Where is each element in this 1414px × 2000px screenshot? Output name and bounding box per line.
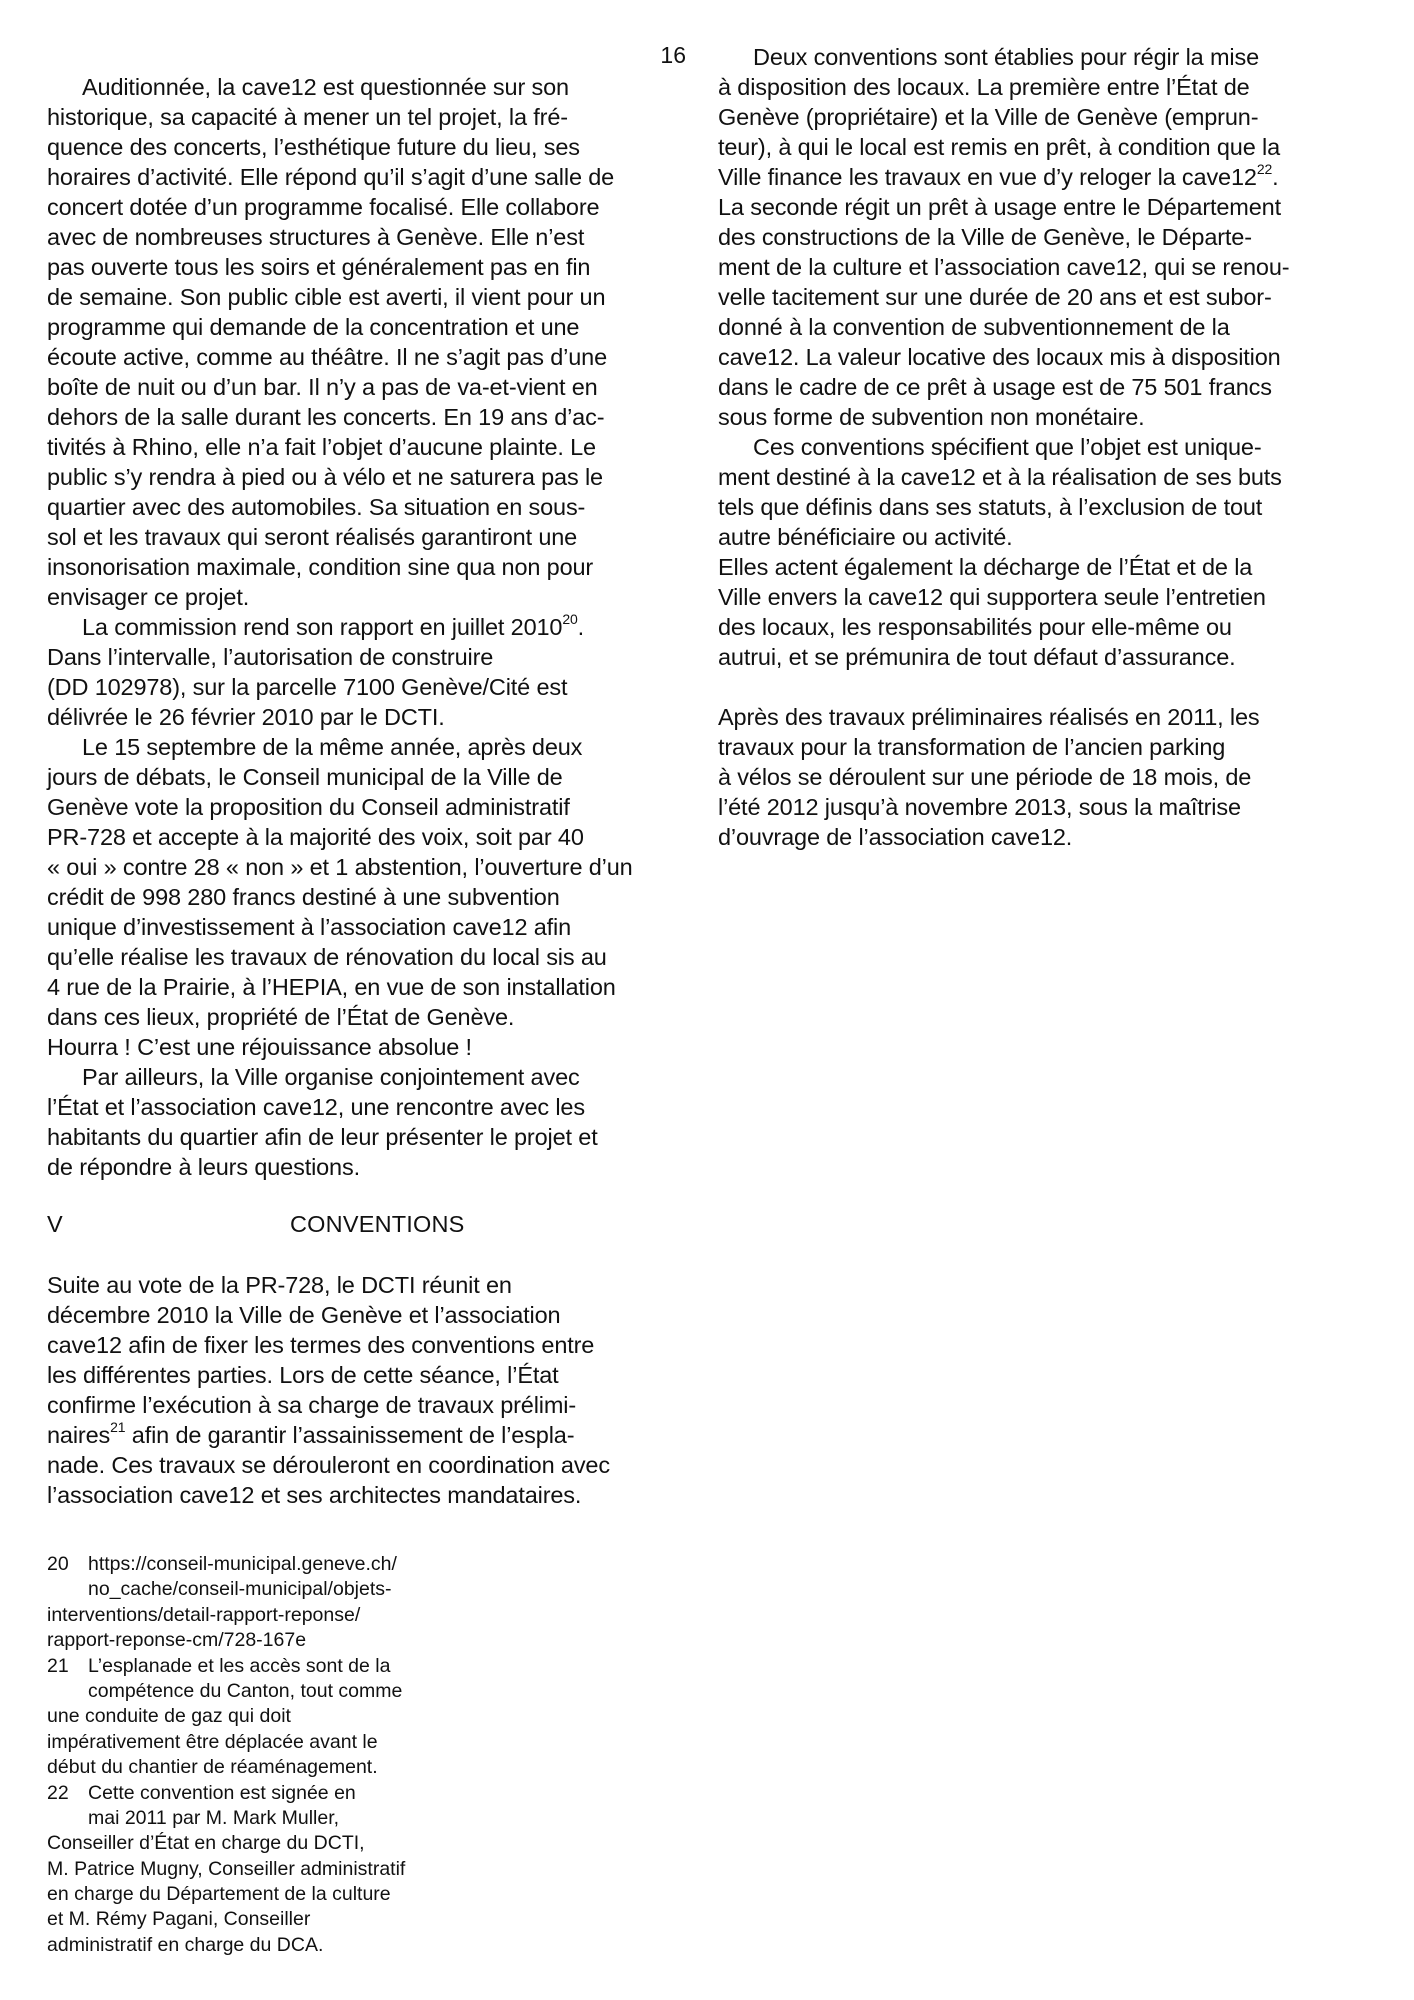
footnote-text: Conseiller d’État en charge du DCTI, (47, 1832, 365, 1855)
line-text: les différentes parties. Lors de cette séance, l’État (47, 1362, 559, 1388)
line-text: Auditionnée, la cave12 est questionnée sur son (82, 74, 569, 100)
line-text-after: afin de garantir l’assainissement de l’espla- (125, 1422, 575, 1448)
footnotes (47, 1552, 477, 1958)
line-text: ment de la culture et l’association cave12, qui se renou- (718, 254, 1290, 280)
text-line (47, 792, 687, 822)
left-column (47, 72, 687, 1182)
text-line (47, 1062, 687, 1092)
footnote-line (47, 1806, 477, 1831)
footnote-text: no_cache/conseil-municipal/objets- (88, 1578, 392, 1601)
line-text: dans ces lieux, propriété de l’État de Genève. (47, 1004, 515, 1030)
footnote-line (47, 1755, 477, 1780)
text-line (47, 1420, 687, 1450)
footnote-text: compétence du Canton, tout comme (88, 1679, 403, 1702)
text-line (47, 132, 687, 162)
footnote-text: mai 2011 par M. Mark Muller, (88, 1806, 340, 1829)
text-line (47, 822, 687, 852)
line-text: unique d’investissement à l’association cave12 afin (47, 914, 572, 940)
footnote-text: en charge du Département de la culture (47, 1883, 391, 1906)
line-text: horaires d’activité. Elle répond qu’il s’agit d’une salle de (47, 164, 615, 190)
text-line (718, 102, 1358, 132)
page-number: 16 (660, 42, 686, 68)
line-text: Hourra ! C’est une réjouissance absolue ! (47, 1034, 472, 1060)
line-text: programme qui demande de la concentration et une (47, 314, 580, 340)
line-text: boîte de nuit ou d’un bar. Il n’y a pas de va-et-vient en (47, 374, 598, 400)
text-line (47, 1122, 687, 1152)
line-text: tivités à Rhino, elle n’a fait l’objet d’aucune plainte. Le (47, 434, 596, 460)
line-text: Genève (propriétaire) et la Ville de Genève (emprun- (718, 104, 1259, 130)
line-text: jours de débats, le Conseil municipal de la Ville de (47, 764, 563, 790)
text-line (47, 312, 687, 342)
footnote-line (47, 1679, 477, 1704)
text-line (47, 1002, 687, 1032)
text-line (47, 342, 687, 372)
text-line (718, 312, 1358, 342)
section-heading (47, 1209, 687, 1239)
footnote-line (47, 1577, 477, 1602)
line-text: public s’y rendra à pied ou à vélo et ne saturera pas le (47, 464, 603, 490)
footnote-text: administratif en charge du DCA. (47, 1933, 324, 1956)
text-line (47, 102, 687, 132)
text-line (718, 792, 1358, 822)
text-line (718, 462, 1358, 492)
text-line (718, 192, 1358, 222)
text-line (47, 192, 687, 222)
section-body (47, 1270, 687, 1510)
text-line (47, 1300, 687, 1330)
line-text: tels que définis dans ses statuts, à l’exclusion de tout (718, 494, 1263, 520)
text-line (47, 252, 687, 282)
footnote-text: M. Patrice Mugny, Conseiller administratif (47, 1857, 406, 1880)
footnote-line (47, 1654, 477, 1679)
line-text: à vélos se déroulent sur une période de 18 mois, de (718, 764, 1252, 790)
line-text: Ville envers la cave12 qui supportera seule l’entretien (718, 584, 1266, 610)
line-text: à disposition des locaux. La première entre l’État de (718, 74, 1250, 100)
text-line (47, 582, 687, 612)
line-text: décembre 2010 la Ville de Genève et l’association (47, 1302, 561, 1328)
text-line (718, 612, 1358, 642)
right-column (718, 42, 1358, 852)
text-line (47, 1092, 687, 1122)
text-line (47, 762, 687, 792)
text-line (718, 522, 1358, 552)
blank-line (718, 672, 1358, 702)
line-text: de répondre à leurs questions. (47, 1154, 360, 1180)
line-text: sol et les travaux qui seront réalisés garantiront une (47, 524, 578, 550)
line-text: envisager ce projet. (47, 584, 250, 610)
text-line (47, 462, 687, 492)
text-line (47, 972, 687, 1002)
text-line (47, 882, 687, 912)
text-line (718, 822, 1358, 852)
text-line (718, 162, 1358, 192)
line-text: des locaux, les responsabilités pour elle-même ou (718, 614, 1232, 640)
line-text: insonorisation maximale, condition sine qua non pour (47, 554, 594, 580)
text-line (718, 342, 1358, 372)
footnote-text: une conduite de gaz qui doit (47, 1705, 291, 1728)
line-text: Ville finance les travaux en vue d’y reloger la cave12 (718, 164, 1257, 190)
line-text: des constructions de la Ville de Genève, le Départe- (718, 224, 1252, 250)
footnote-number: 20 (47, 1553, 69, 1575)
text-line (47, 222, 687, 252)
text-line (47, 1450, 687, 1480)
line-text-after: . (577, 614, 585, 640)
text-line (718, 702, 1358, 732)
text-line (47, 912, 687, 942)
line-text: d’ouvrage de l’association cave12. (718, 824, 1073, 850)
line-text: dehors de la salle durant les concerts. En 19 ans d’ac- (47, 404, 605, 430)
line-text: historique, sa capacité à mener un tel projet, la fré- (47, 104, 568, 130)
text-line (47, 642, 687, 672)
footnote-line (47, 1857, 477, 1882)
footnote-line (47, 1907, 477, 1932)
line-text: 4 rue de la Prairie, à l’HEPIA, en vue de son installation (47, 974, 616, 1000)
text-line (47, 402, 687, 432)
text-line (47, 942, 687, 972)
footnote-line (47, 1552, 477, 1577)
line-text: Suite au vote de la PR-728, le DCTI réunit en (47, 1272, 512, 1298)
text-line (47, 702, 687, 732)
footnote-text: et M. Rémy Pagani, Conseiller (47, 1908, 311, 1931)
footnote-line (47, 1831, 477, 1856)
line-text: Dans l’intervalle, l’autorisation de construire (47, 644, 494, 670)
text-line (47, 1152, 687, 1182)
text-line (718, 432, 1358, 462)
section-number: V (47, 1211, 63, 1237)
line-text: l’État et l’association cave12, une rencontre avec les (47, 1094, 585, 1120)
footnote-text: impérativement être déplacée avant le (47, 1730, 378, 1753)
line-text: velle tacitement sur une durée de 20 ans et est subor- (718, 284, 1272, 310)
footnote-text: rapport-reponse-cm/728-167e (47, 1629, 307, 1652)
line-text: Par ailleurs, la Ville organise conjointement avec (82, 1064, 580, 1090)
text-line (47, 1032, 687, 1062)
text-line (718, 582, 1358, 612)
line-text: Elles actent également la décharge de l’État et de la (718, 554, 1253, 580)
text-line (47, 732, 687, 762)
line-text: quence des concerts, l’esthétique future du lieu, ses (47, 134, 580, 160)
text-line (47, 372, 687, 402)
text-line (718, 222, 1358, 252)
line-text: (DD 102978), sur la parcelle 7100 Genève/Cité est (47, 674, 568, 700)
footnote-line (47, 1882, 477, 1907)
footnote-reference[interactable]: 20 (562, 611, 578, 628)
footnote-line (47, 1933, 477, 1958)
line-text: Ces conventions spécifient que l’objet est unique- (753, 434, 1262, 460)
text-line (47, 162, 687, 192)
text-line (718, 402, 1358, 432)
text-line (47, 552, 687, 582)
line-text: écoute active, comme au théâtre. Il ne s’agit pas d’une (47, 344, 607, 370)
line-text: qu’elle réalise les travaux de rénovation du local sis au (47, 944, 607, 970)
text-line (718, 282, 1358, 312)
line-text: pas ouverte tous les soirs et généralement pas en fin (47, 254, 591, 280)
footnote-text: interventions/detail-rapport-reponse/ (47, 1603, 361, 1626)
footnote-number: 21 (47, 1654, 69, 1677)
text-line (47, 852, 687, 882)
line-text: crédit de 998 280 francs destiné à une subvention (47, 884, 560, 910)
line-text: travaux pour la transformation de l’ancien parking (718, 734, 1226, 760)
text-line (718, 762, 1358, 792)
text-line (47, 1360, 687, 1390)
section-title: CONVENTIONS (290, 1211, 465, 1237)
text-line (47, 1270, 687, 1300)
line-text: habitants du quartier afin de leur présenter le projet et (47, 1124, 598, 1150)
text-line (47, 492, 687, 522)
line-text: délivrée le 26 février 2010 par le DCTI. (47, 704, 445, 730)
line-text: autre bénéficiaire ou activité. (718, 524, 1013, 550)
line-text: nade. Ces travaux se dérouleront en coordination avec (47, 1452, 610, 1478)
footnote-line (47, 1628, 477, 1653)
text-line (718, 42, 1358, 72)
line-text: avec de nombreuses structures à Genève. Elle n’est (47, 224, 585, 250)
line-text: autrui, et se prémunira de tout défaut d’assurance. (718, 644, 1236, 670)
line-text: Deux conventions sont établies pour régir la mise (753, 44, 1260, 70)
line-text: donné à la convention de subventionnement de la (718, 314, 1230, 340)
line-text: l’été 2012 jusqu’à novembre 2013, sous la maîtrise (718, 794, 1241, 820)
text-line (47, 1330, 687, 1360)
text-line (718, 132, 1358, 162)
line-text: confirme l’exécution à sa charge de travaux prélimi- (47, 1392, 577, 1418)
text-line (718, 252, 1358, 282)
line-text: La commission rend son rapport en juillet 2010 (82, 614, 563, 640)
footnote-line (47, 1781, 477, 1806)
text-line (718, 732, 1358, 762)
text-line (47, 282, 687, 312)
text-line (47, 72, 687, 102)
text-line (718, 492, 1358, 522)
footnote-line (47, 1704, 477, 1729)
text-line (718, 642, 1358, 672)
line-text: naires (47, 1422, 111, 1448)
line-text: « oui » contre 28 « non » et 1 abstention, l’ouverture d’un (47, 854, 633, 880)
text-line (47, 612, 687, 642)
line-text: cave12 afin de fixer les termes des conventions entre (47, 1332, 595, 1358)
line-text: dans le cadre de ce prêt à usage est de 75 501 francs (718, 374, 1272, 400)
text-line (718, 372, 1358, 402)
line-text: La seconde régit un prêt à usage entre le Département (718, 194, 1281, 220)
line-text: Le 15 septembre de la même année, après deux (82, 734, 583, 760)
footnote-text: L’esplanade et les accès sont de la (88, 1654, 391, 1677)
text-line (47, 1390, 687, 1420)
line-text: concert dotée d’un programme focalisé. Elle collabore (47, 194, 600, 220)
line-text: ment destiné à la cave12 et à la réalisation de ses buts (718, 464, 1282, 490)
text-line (47, 522, 687, 552)
text-line (47, 672, 687, 702)
footnote-text: début du chantier de réaménagement. (47, 1756, 378, 1779)
line-text: quartier avec des automobiles. Sa situation en sous- (47, 494, 586, 520)
footnote-line (47, 1603, 477, 1628)
footnote-text[interactable]: https://conseil-municipal.geneve.ch/ (88, 1553, 397, 1575)
footnote-line (47, 1730, 477, 1755)
line-text: de semaine. Son public cible est averti, il vient pour un (47, 284, 606, 310)
line-text: l’association cave12 et ses architectes mandataires. (47, 1482, 582, 1508)
line-text: Genève vote la proposition du Conseil administratif (47, 794, 570, 820)
line-text-after: . (1272, 164, 1279, 190)
line-text: teur), à qui le local est remis en prêt, à condition que la (718, 134, 1280, 160)
footnote-text: Cette convention est signée en (88, 1781, 356, 1804)
text-line (47, 432, 687, 462)
text-line (718, 72, 1358, 102)
line-text: Après des travaux préliminaires réalisés en 2011, les (718, 704, 1260, 730)
footnote-reference[interactable]: 22 (1256, 161, 1273, 178)
line-text: PR-728 et accepte à la majorité des voix, soit par 40 (47, 824, 584, 850)
line-text: sous forme de subvention non monétaire. (718, 404, 1145, 430)
text-line (718, 552, 1358, 582)
line-text: cave12. La valeur locative des locaux mis à disposition (718, 344, 1281, 370)
text-line (47, 1480, 687, 1510)
footnote-number: 22 (47, 1781, 69, 1804)
footnote-reference[interactable]: 21 (110, 1419, 126, 1436)
